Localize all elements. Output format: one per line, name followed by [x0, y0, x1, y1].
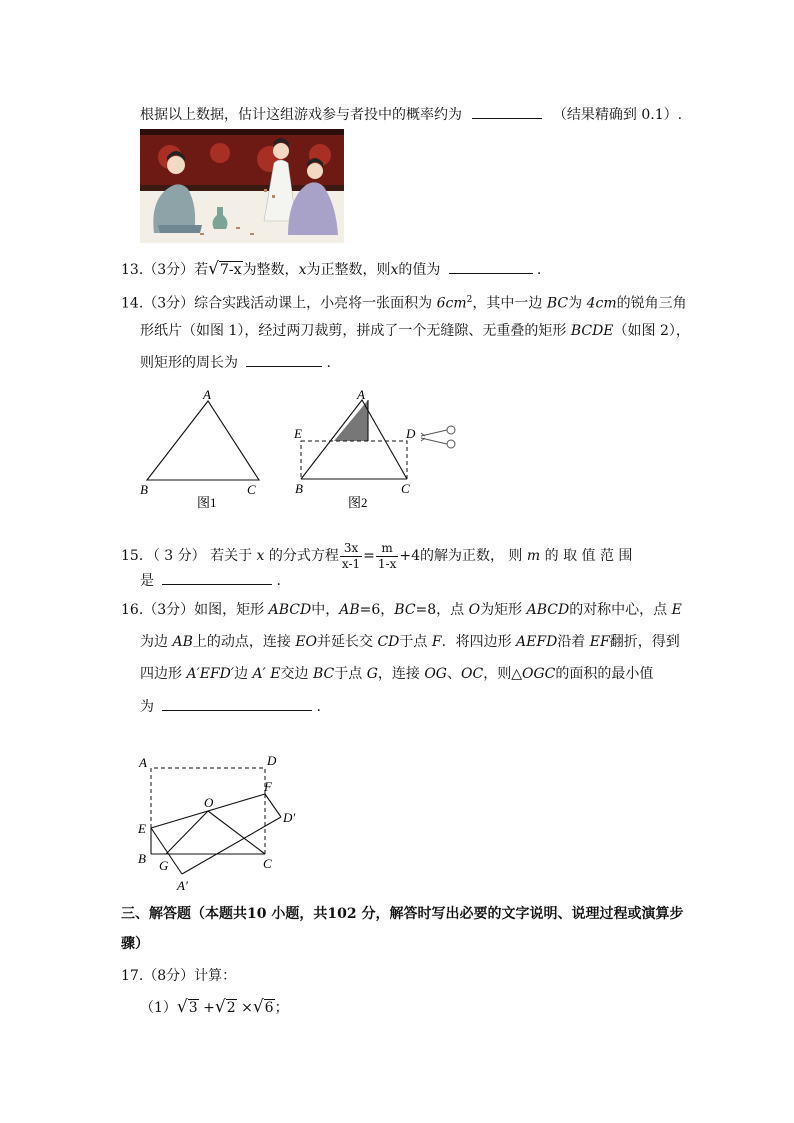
q16-bc: BC — [312, 666, 335, 682]
fig2-label-c: C — [401, 481, 410, 496]
q16-aefd: AEFD — [516, 634, 558, 650]
q13-end: . — [536, 262, 542, 278]
scissors-icon — [421, 426, 455, 448]
radical-sign-icon: √ — [214, 997, 226, 1017]
q15-num2: m — [376, 541, 398, 557]
q16-ae: A′ E — [252, 666, 281, 682]
q16-t16: 交边 — [280, 666, 313, 682]
q14-line-3 — [140, 352, 331, 373]
q14-line-2 — [140, 321, 690, 341]
fig1-label-a: A — [203, 387, 211, 402]
q16-t7: 为边 — [140, 634, 173, 650]
q16-ogc: OGC — [521, 666, 556, 682]
q12-line — [140, 104, 682, 125]
q16-eo: EO — [295, 634, 318, 650]
q16-t3: =6， — [359, 602, 395, 618]
radical-sign-icon: √ — [252, 997, 264, 1017]
q14-text-a: 14.（3分）综合实践活动课上，小亮将一张面积为 — [121, 295, 437, 312]
q12-text: 根据以上数据，估计这组游戏参与者投中的概率约为 — [140, 107, 462, 123]
q15-var-x: x — [256, 548, 265, 564]
radical-sign-icon: √ — [208, 259, 220, 279]
fig2-label-e: E — [294, 426, 302, 441]
q16-t8: 上的动点，连接 — [192, 634, 296, 650]
fig16-label-f: F — [264, 779, 272, 794]
q16-line-1 — [121, 600, 682, 620]
q17-heading: 17.（8分）计算： — [121, 968, 237, 984]
q14-blank — [246, 352, 322, 367]
q14-rect: BCDE — [570, 323, 614, 339]
q15-var-m: m — [526, 548, 541, 564]
q16-figure — [135, 750, 315, 895]
fig2-label-b: B — [295, 481, 303, 496]
fig2-label-d: D — [406, 426, 416, 441]
q17-part-1 — [140, 997, 289, 1018]
q15-text-c: +4的解为正数， 则 — [399, 548, 527, 564]
q14-text-f: （如图 2）， — [613, 323, 690, 339]
q16-ab2: AB — [172, 634, 193, 650]
q13-var-x: x — [298, 262, 307, 278]
q16-t22: 为 — [140, 699, 154, 715]
fig16-label-e: E — [138, 821, 146, 836]
q14-text-b: ，其中一边 — [472, 295, 547, 312]
q13-var-x2: x — [390, 262, 399, 278]
q13-number: 13.（3分）若 — [121, 262, 209, 278]
q15-text-e: 是 — [140, 573, 154, 589]
q15-line-2 — [140, 570, 281, 591]
q16-abcd: ABCD — [268, 602, 312, 618]
fig16-label-d: D — [267, 753, 277, 768]
q13-radicand: 7-x — [220, 262, 242, 278]
q15-num1: 3x — [340, 541, 362, 557]
fig1-label-c: C — [247, 482, 256, 497]
q15-text-b: 的分式方程 — [264, 548, 339, 564]
q16-end: . — [316, 699, 321, 715]
fig16-label-c: C — [263, 856, 272, 871]
q14-end: . — [326, 355, 331, 371]
q13-text-c: 的值为 — [398, 262, 441, 278]
q15-fraction-2 — [376, 541, 398, 572]
q13-text-a: 为整数， — [242, 262, 299, 278]
q16-ab: AB — [339, 602, 360, 618]
touhu-illustration — [140, 129, 344, 243]
q14-area: 6 — [436, 295, 446, 312]
fig2-label-a: A — [357, 387, 365, 402]
q17-semicolon: ； — [274, 1000, 289, 1016]
fig2-caption: 图2 — [348, 495, 368, 510]
q16-line-3 — [140, 664, 653, 684]
q13-line — [121, 259, 541, 280]
q17-radicand-1: 3 — [188, 1000, 198, 1016]
q13-text-b: 为正整数，则 — [306, 262, 391, 278]
q16-t15: 边 — [234, 666, 253, 682]
q16-bcs: BC — [394, 602, 416, 618]
q15-text-a: 15．（ 3 分） 若关于 — [121, 548, 257, 564]
fig2-rectangle — [301, 441, 407, 479]
q14-text-g: 则矩形的周长为 — [140, 355, 238, 371]
q14-figures — [135, 386, 475, 512]
fig16-label-o: O — [204, 795, 214, 810]
q14-text-e: 形纸片（如图 1），经过两刀裁剪，拼成了一个无缝隙、无重叠的矩形 — [140, 323, 571, 339]
q15-eq: = — [363, 548, 375, 564]
fig16-label-a: A — [139, 755, 147, 770]
q14-unit: cm — [445, 295, 467, 312]
q16-oc: OC — [461, 666, 484, 682]
q16-aefd2: A′EFD′ — [186, 666, 235, 682]
q16-t11: ．将四边形 — [441, 634, 517, 650]
q13-blank — [449, 259, 533, 274]
q17-times: × — [236, 1000, 253, 1016]
q16-blank — [162, 696, 312, 711]
q16-e: E — [671, 602, 682, 618]
q16-cd: CD — [377, 634, 400, 650]
fig2-shaded-triangle — [334, 400, 368, 441]
fig16-label-b: B — [138, 851, 146, 866]
q16-t10: 于点 — [399, 634, 432, 650]
q14-len: 4 — [586, 295, 596, 312]
q14-text-c: 为 — [568, 295, 587, 312]
q16-t19: 、 — [447, 666, 461, 682]
fig16-label-a-prime: A′ — [177, 878, 188, 893]
section-3-heading: 三、解答题（本题共10 小题，共102 分，解答时写出必要的文字说明、说理过程或演算步 — [121, 906, 684, 922]
section-3-heading-cont: 骤） — [121, 936, 149, 952]
q16-t5: 为矩形 — [480, 602, 527, 618]
fig1-triangle — [147, 401, 259, 480]
q16-t14: 四边形 — [140, 666, 187, 682]
q15-blank — [162, 570, 272, 585]
q16-t12: 沿着 — [557, 634, 590, 650]
radical-sign-icon: √ — [176, 997, 188, 1017]
q15-end: . — [276, 573, 281, 589]
fig16-label-d-prime: D′ — [283, 810, 296, 825]
q16-line-2 — [140, 632, 680, 652]
q16-t17: 于点 — [334, 666, 367, 682]
q14-sup: 2 — [466, 295, 473, 305]
q15-line-1 — [121, 539, 632, 573]
q15-den2: 1-x — [377, 556, 397, 571]
q16-t21: 的面积的最小值 — [555, 666, 654, 682]
q16-g: G — [366, 666, 378, 682]
q14-unit2: cm — [595, 295, 617, 312]
q16-ef: EF — [589, 634, 610, 650]
q12-note: （结果精确到 0.1）. — [552, 107, 683, 123]
q16-t13: 翻折，得到 — [609, 634, 680, 650]
q16-o: O — [468, 602, 481, 618]
q16-line-4 — [140, 696, 321, 717]
q17-radicand-2: 2 — [226, 1000, 236, 1016]
q16-f: F — [431, 634, 442, 650]
q17-part-label: （1） — [140, 1000, 177, 1016]
q16-t2: 中， — [311, 602, 340, 618]
q14-bc: BC — [546, 295, 569, 312]
q16-t4: =8，点 — [415, 602, 469, 618]
q14-text-d: 的锐角三角 — [616, 295, 687, 312]
q16-t18: ，连接 — [377, 666, 425, 682]
q16-t20: ，则△ — [483, 666, 522, 682]
q16-t9: 并延长交 — [317, 634, 378, 650]
q16-t6: 的对称中心，点 — [569, 602, 672, 618]
q16-t1: 16.（3分）如图，矩形 — [121, 602, 269, 618]
q14-line-1 — [121, 290, 687, 314]
q16-og: OG — [424, 666, 447, 682]
q17-plus: + — [198, 1000, 215, 1016]
q15-text-d: 的 取 值 范 围 — [540, 548, 633, 564]
q15-fraction-1 — [340, 541, 362, 572]
fig1-label-b: B — [140, 482, 148, 497]
q12-blank — [472, 104, 542, 119]
q16-abcd2: ABCD — [526, 602, 570, 618]
q15-den1: x-1 — [341, 556, 361, 571]
fig1-caption: 图1 — [197, 495, 217, 510]
fig16-label-g: G — [159, 858, 169, 873]
q17-radicand-3: 6 — [264, 1000, 274, 1016]
